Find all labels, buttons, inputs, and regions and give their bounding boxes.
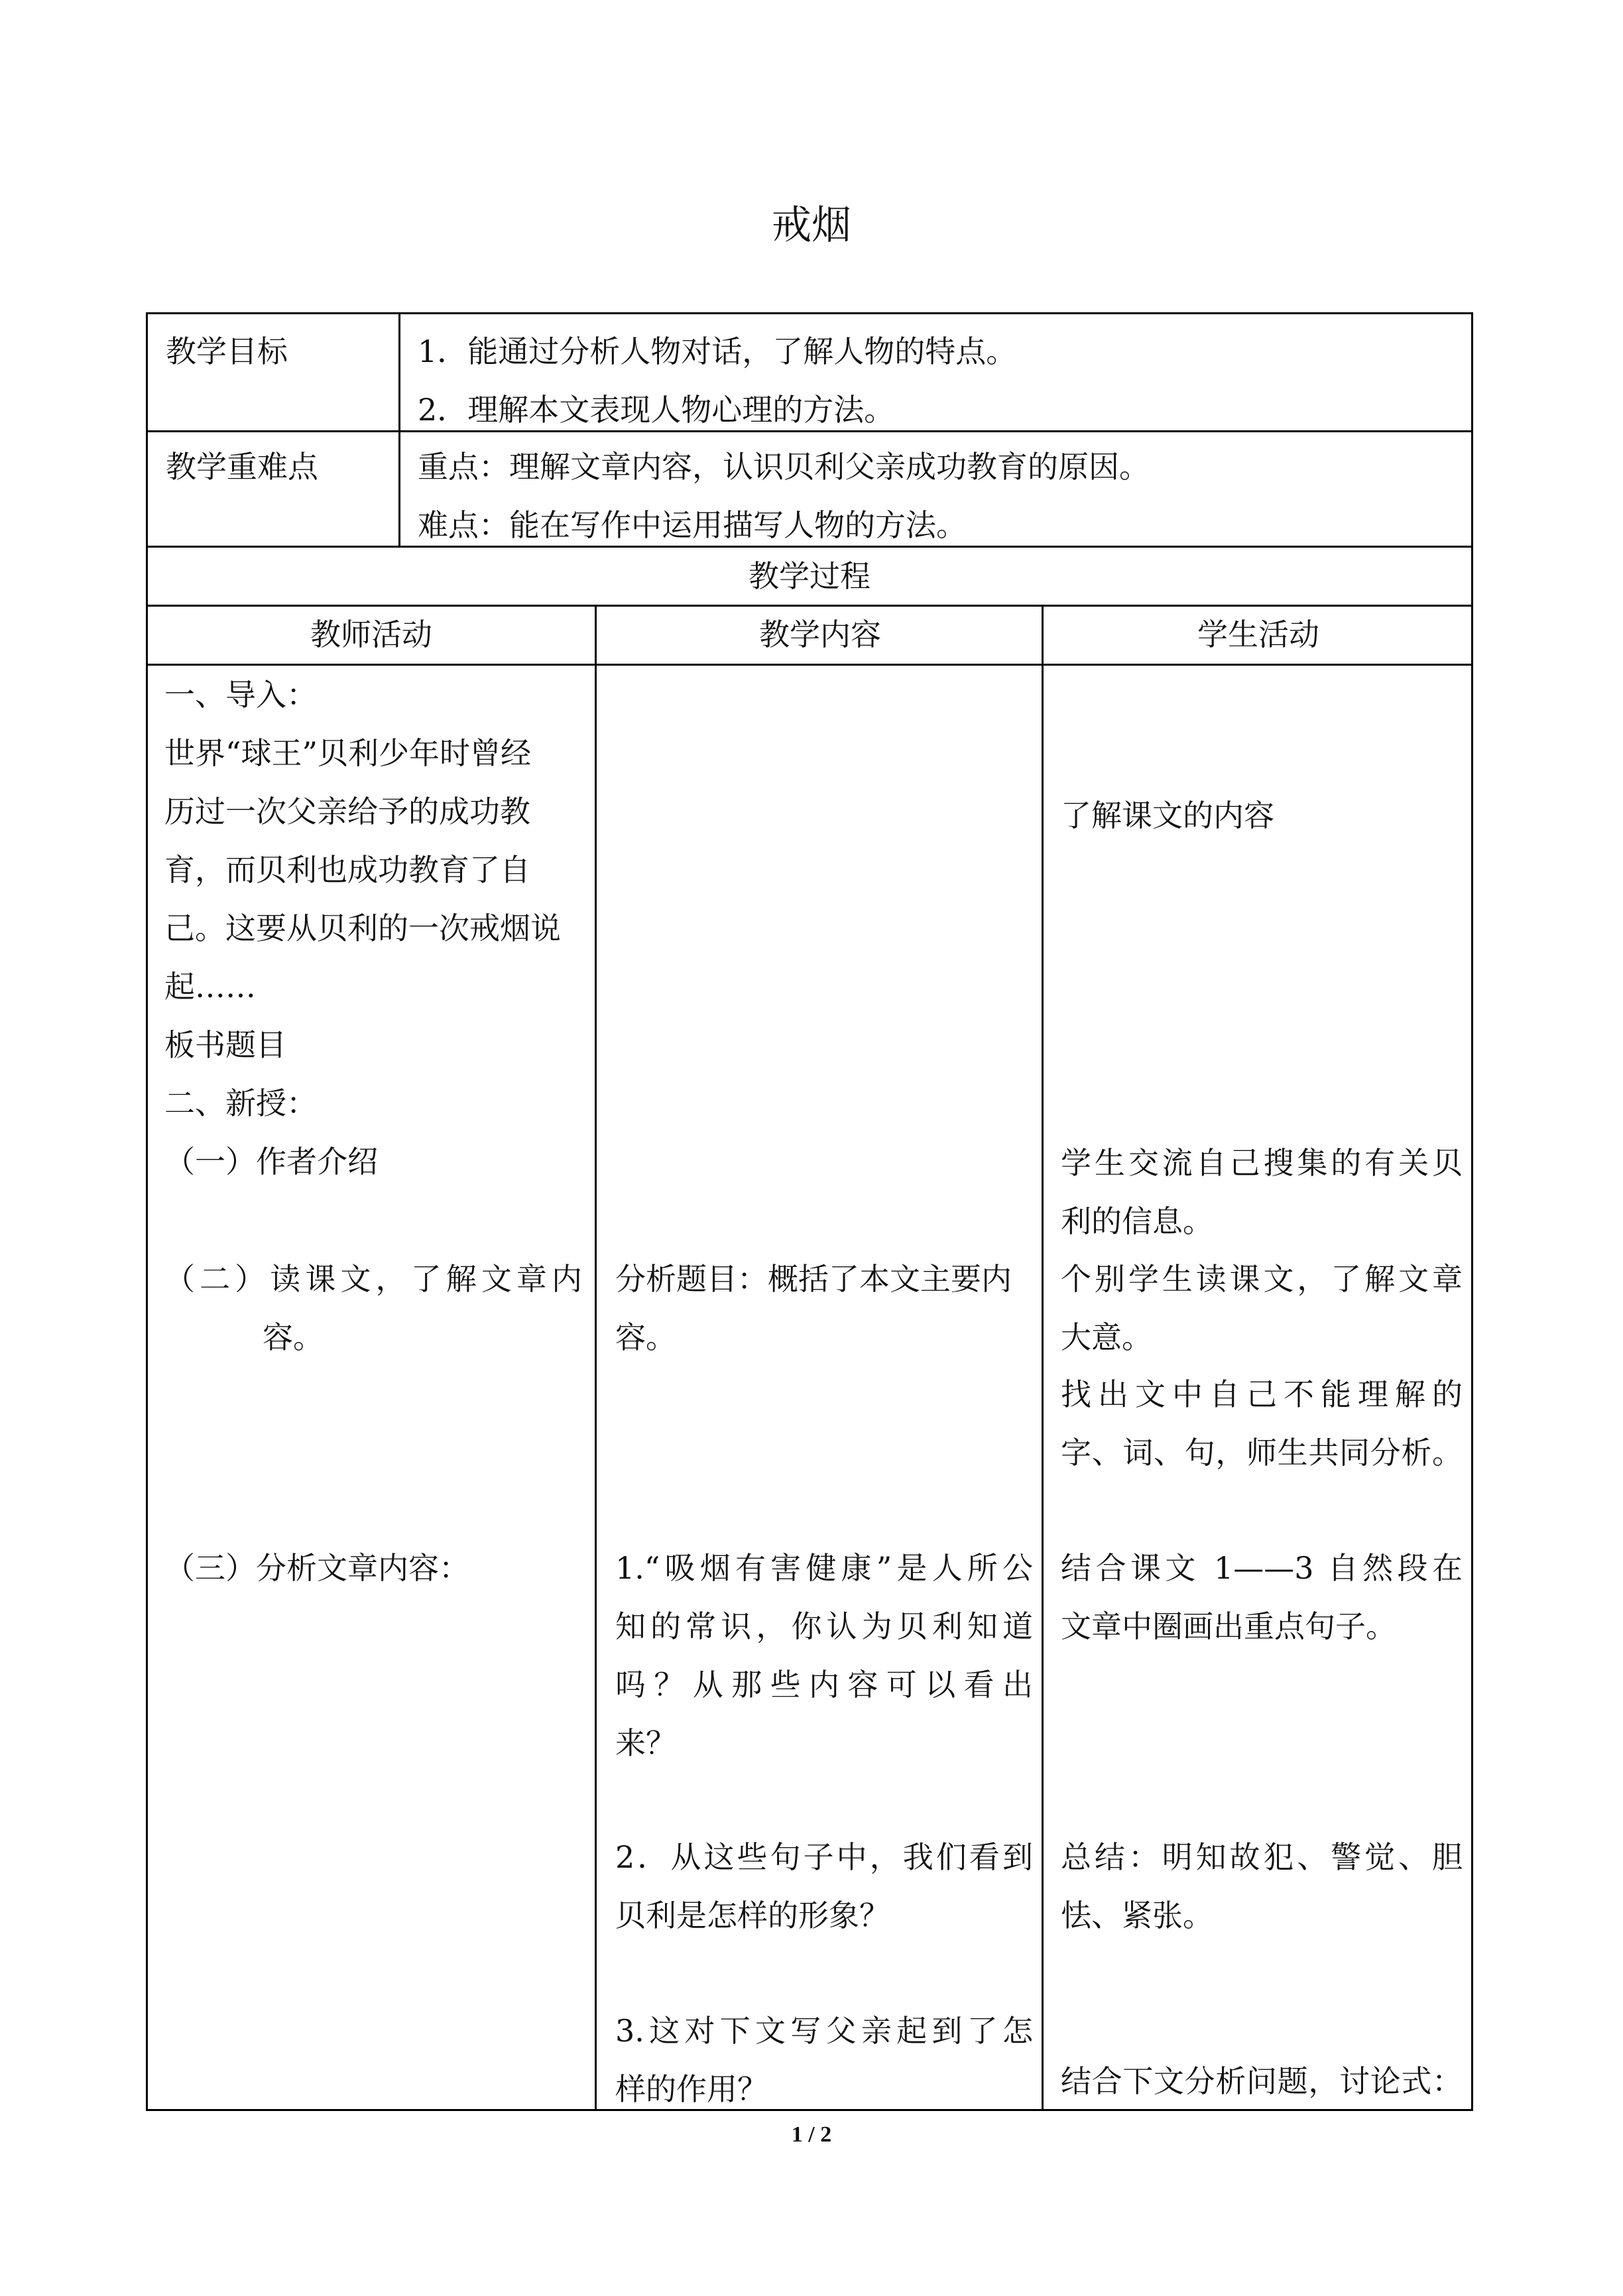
keypoint-focus: 重点：理解文章内容，认识贝利父亲成功教育的原因。 bbox=[418, 449, 1150, 485]
column-header-teacher: 教师活动 bbox=[310, 617, 432, 652]
student-line: 结合课文 1——3 自然段在 bbox=[1061, 1550, 1463, 1586]
table-border-top bbox=[146, 312, 1473, 314]
content-line: 分析题目：概括了本文主要内 bbox=[615, 1261, 1012, 1297]
student-read bbox=[1061, 1250, 1463, 1366]
student-line: 字、词、句，师生共同分析。 bbox=[1061, 1435, 1463, 1471]
content-line: 吗？从那些内容可以看出 bbox=[615, 1667, 1033, 1703]
teacher-line: 历过一次父亲给予的成功教 bbox=[164, 794, 530, 829]
column-divider-1 bbox=[595, 605, 597, 2111]
teacher-read-2: 容。 bbox=[263, 1319, 324, 1355]
teacher-intro bbox=[164, 666, 589, 1191]
student-combine bbox=[1061, 1539, 1463, 1656]
content-question-1 bbox=[615, 1539, 1033, 1772]
page-number: 1 / 2 bbox=[791, 2122, 832, 2147]
teacher-analyze: （三）分析文章内容： bbox=[164, 1550, 469, 1586]
student-line: 文章中圈画出重点句子。 bbox=[1061, 1608, 1396, 1644]
student-find bbox=[1061, 1365, 1463, 1482]
document-title: 戒烟 bbox=[772, 202, 851, 249]
content-line: 来？ bbox=[615, 1725, 676, 1761]
content-line: 知的常识，你认为贝利知道 bbox=[615, 1608, 1033, 1644]
teacher-line: 己。这要从贝利的一次戒烟说 bbox=[164, 910, 561, 946]
content-line: 3.这对下文写父亲起到了怎 bbox=[615, 2013, 1033, 2049]
teacher-line: 育，而贝利也成功教育了自 bbox=[164, 852, 530, 888]
content-line: 样的作用？ bbox=[615, 2071, 768, 2107]
column-header-content: 教学内容 bbox=[759, 617, 881, 652]
objective-1: 1．能通过分析人物对话，了解人物的特点。 bbox=[418, 333, 1017, 369]
teacher-line: 板书题目 bbox=[164, 1027, 286, 1063]
label-column-divider bbox=[398, 312, 400, 548]
teacher-read-1: （二）读课文，了解文章内 bbox=[164, 1261, 582, 1297]
teacher-line: 二、新授： bbox=[164, 1085, 317, 1121]
teacher-line: 起…… bbox=[164, 969, 256, 1004]
student-line: 个别学生读课文，了解文章 bbox=[1061, 1261, 1463, 1297]
keypoints-label: 教学重难点 bbox=[166, 449, 318, 485]
content-question-2 bbox=[615, 1828, 1033, 1945]
objectives-label: 教学目标 bbox=[166, 333, 288, 369]
content-summary bbox=[615, 1250, 1033, 1366]
student-line: 大意。 bbox=[1061, 1319, 1152, 1355]
keypoint-difficulty: 难点：能在写作中运用描写人物的方法。 bbox=[418, 507, 967, 543]
student-line: 学生交流自己搜集的有关贝 bbox=[1061, 1145, 1463, 1181]
teacher-line: （一）作者介绍 bbox=[164, 1144, 378, 1179]
process-heading: 教学过程 bbox=[749, 558, 871, 594]
content-question-3 bbox=[615, 2002, 1033, 2118]
keypoints-content bbox=[418, 438, 1150, 554]
student-line: 利的信息。 bbox=[1061, 1203, 1213, 1239]
content-line: 2．从这些句子中，我们看到 bbox=[615, 1839, 1033, 1875]
teacher-line: 世界“球王”贝利少年时曾经 bbox=[164, 735, 532, 771]
content-line: 1.“吸烟有害健康”是人所公 bbox=[615, 1550, 1033, 1586]
student-line: 总结：明知故犯、警觉、胆 bbox=[1061, 1839, 1463, 1875]
objective-2: 2．理解本文表现人物心理的方法。 bbox=[418, 392, 895, 428]
student-share bbox=[1061, 1134, 1463, 1250]
student-sum bbox=[1061, 1828, 1463, 1945]
content-line: 容。 bbox=[615, 1319, 676, 1355]
student-understand: 了解课文的内容 bbox=[1061, 798, 1274, 833]
student-line: 怯、紧张。 bbox=[1061, 1898, 1213, 1933]
content-line: 贝利是怎样的形象？ bbox=[615, 1898, 890, 1933]
student-discuss: 结合下文分析问题，讨论式： bbox=[1061, 2063, 1463, 2099]
teacher-line: 一、导入： bbox=[164, 677, 317, 713]
objectives-content bbox=[418, 322, 1016, 439]
column-divider-2 bbox=[1042, 605, 1044, 2111]
column-header-student: 学生活动 bbox=[1197, 617, 1319, 652]
student-line: 找出文中自己不能理解的 bbox=[1061, 1376, 1463, 1412]
